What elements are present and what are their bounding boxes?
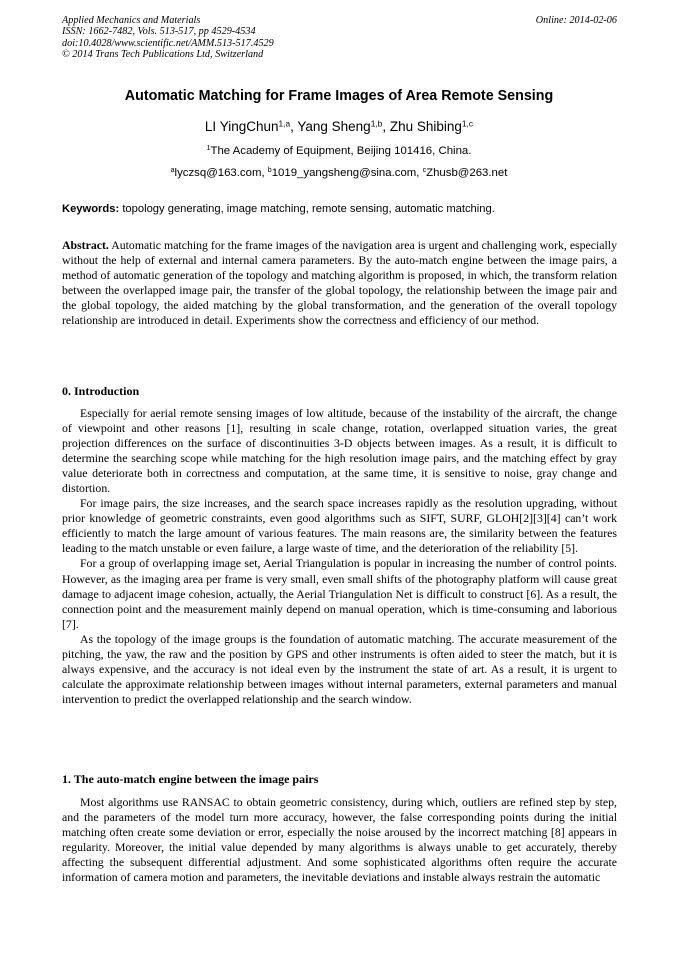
author-list xyxy=(40,118,638,136)
affiliation xyxy=(40,144,638,159)
online-date: Online: 2014-02-06 xyxy=(535,15,617,26)
affiliation-sup: 1 xyxy=(206,145,211,153)
journal-copyright: © 2014 Trans Tech Publications Ltd, Switzerland xyxy=(62,49,264,61)
author-separator: , xyxy=(290,119,298,134)
introduction-body xyxy=(62,406,617,707)
abstract-label: Abstract. xyxy=(62,238,109,252)
paragraph: Especially for aerial remote sensing images of low altitude, because of the instability of the aircraft, the change of viewpoint and other reasons [1], resulting in scale change, rotation, overlapped situation varies, the great projection differences on the surface of discontinuities 3-D objects between images. As a result, it is difficult to determine the searching scope while matching for the high resolution image pairs, and the matching effect by gray value deteriorate both in correctness and computation, at the same time, it is sensitive to noise, gray change and distortion. xyxy=(62,406,617,496)
author-separator: , xyxy=(382,119,390,134)
email-sup: c xyxy=(422,167,427,175)
email-address: 1019_yangsheng@sina.com, xyxy=(271,167,420,179)
paragraph: Most algorithms use RANSAC to obtain geometric consistency, during which, outliers are refined step by step, and the parameters of the model turn more accuracy, however, the false corresponding points during the initial matching often create some deviation or error, especially the noise aroused by the incorrect matching [8] appears in regularity. Moreover, the initial value depended by many algorithms is always unable to get accurately, thereby affecting the subsequent differential adjustment. And some sophisticated algorithms often require the accurate information of camera motion and parameters, the inevitable deviations and instable always restrain the automatic xyxy=(62,795,617,885)
author-name: Zhu Shibing xyxy=(389,119,462,134)
abstract-paragraph xyxy=(62,238,617,328)
author-sup: 1,b xyxy=(370,118,383,129)
keywords-text: topology generating, image matching, remote sensing, automatic matching. xyxy=(122,203,495,215)
paragraph: For image pairs, the size increases, and the search space increases rapidly as the resolution upgrading, without prior knowledge of geometric constraints, even good algorithms such as SIFT, SURF, GLOH[2][3][4] can’t work efficiently to match the large amount of various features. The main reasons are, the similarity between the features leading to the match unstable or even failure, a large waste of time, and the deterioration of the reliability [5]. xyxy=(62,496,617,556)
paragraph: For a group of overlapping image set, Aerial Triangulation is popular in increasing the number of control points. However, as the imaging area per frame is very small, even small shifts of the photography platform will cause great damage to adjacent image cohesion, actually, the Aerial Triangulation Net is difficult to construct [6]. As a result, the connection point and the measurement mainly depend on manual operation, which is time-consuming and laborious [7]. xyxy=(62,556,617,631)
author-name: Yang Sheng xyxy=(297,119,371,134)
journal-issn: ISSN: 1662-7482, Vols. 513-517, pp 4529-4534 xyxy=(62,26,256,38)
email-list xyxy=(40,166,638,181)
abstract xyxy=(62,238,617,328)
journal-name: Applied Mechanics and Materials xyxy=(62,15,201,26)
journal-header xyxy=(62,15,617,61)
auto-match-body xyxy=(62,795,617,885)
author-sup: 1,a xyxy=(278,118,291,129)
keywords xyxy=(62,202,617,217)
section-heading-auto-match: 1. The auto-match engine between the image pairs xyxy=(62,772,319,786)
paper-title: Automatic Matching for Frame Images of Area Remote Sensing xyxy=(124,88,554,104)
paragraph: As the topology of the image groups is the foundation of automatic matching. The accurate measurement of the pitching, the yaw, the raw and the position by GPS and other instruments is often aided to steer the match, but it is always expensive, and the accuracy is not ideal even by the instrument the state of art. As a result, it is urgent to calculate the approximate relationship between images without internal parameters, external parameters and manual intervention to predict the overlapped relationship and the search window. xyxy=(62,631,617,706)
section-heading-introduction: 0. Introduction xyxy=(62,384,140,398)
affiliation-text: The Academy of Equipment, Beijing 101416, China. xyxy=(210,145,472,157)
keywords-label: Keywords: xyxy=(62,203,120,215)
journal-doi: doi:10.4028/www.scientific.net/AMM.513-517.4529 xyxy=(62,37,274,49)
abstract-text: Automatic matching for the frame images of the navigation area is urgent and challenging work, especially without the help of external and internal camera parameters. By the auto-match engine between the image pairs, a method of automatic generation of the topology and matching algorithm is proposed, in which, the transform relation between the overlapped image pair, the transfer of the global topology, the relationship between the image pair and the global topology, the aided matching by the global transformation, and the generation of the overall topology relationship are introduced in detail. Experiments show the correctness and efficiency of our method. xyxy=(62,238,617,328)
email-address: Zhusb@263.net xyxy=(426,167,508,179)
email-sup: b xyxy=(267,167,272,175)
author-sup: 1,c xyxy=(461,118,474,129)
email-sup: a xyxy=(170,167,175,175)
author-name: LI YingChun xyxy=(204,119,279,134)
email-address: lyczsq@163.com, xyxy=(174,167,265,179)
